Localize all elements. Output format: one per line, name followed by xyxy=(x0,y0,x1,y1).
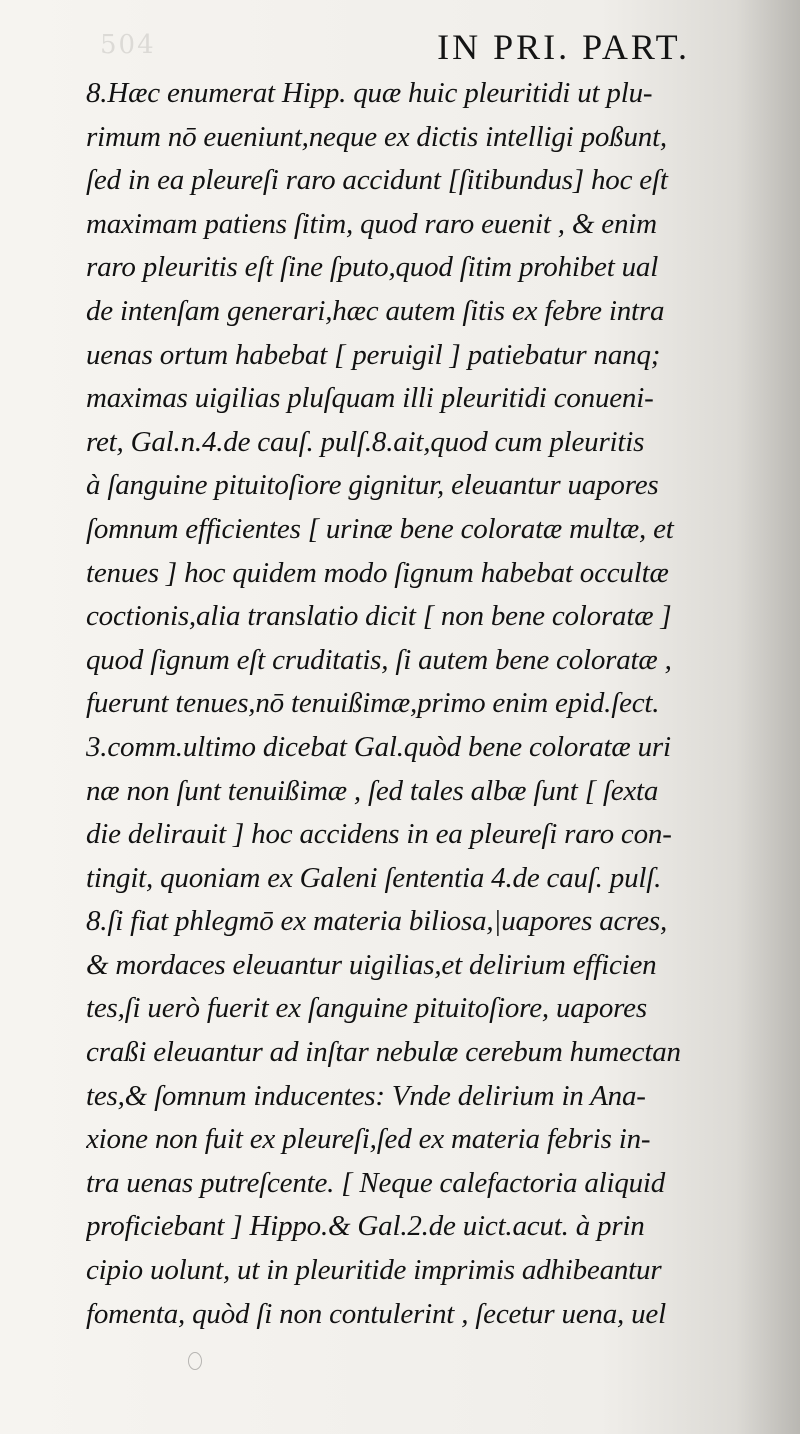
text-line: cipio uolunt, ut in pleuritide imprimis adhibeantur xyxy=(86,1254,662,1287)
text-line: & mordaces eleuantur uigilias,et delirium efficien xyxy=(86,948,657,981)
running-head: IN PRI. PART. xyxy=(437,27,690,67)
text-line: maximam patiens ſitim, quod raro euenit , & enim xyxy=(86,207,657,240)
text-line: tenues ] hoc quidem modo ſignum habebat occultæ xyxy=(86,556,669,589)
text-line: quod ſignum eſt cruditatis, ſi autem bene coloratæ , xyxy=(86,643,672,676)
text-line: proficiebant ] Hippo.& Gal.2.de uict.acut. à prin xyxy=(86,1210,645,1243)
text-line: tingit, quoniam ex Galeni ſententia 4.de cauſ. pulſ. xyxy=(86,861,662,894)
text-line: craßi eleuantur ad inſtar nebulæ cerebum humectan xyxy=(86,1036,681,1069)
text-line: 3.comm.ultimo dicebat Gal.quòd bene coloratæ uri xyxy=(86,730,671,763)
text-line: à ſanguine pituitoſiore gignitur, eleuantur uapores xyxy=(86,469,659,502)
text-line: ſomnum efficientes [ urinæ bene coloratæ multæ, et xyxy=(86,512,674,545)
text-line: tes,& ſomnum inducentes: Vnde delirium in Ana- xyxy=(86,1079,646,1112)
text-line: uenas ortum habebat [ peruigil ] patiebatur nanq; xyxy=(86,338,661,371)
show-through-page-number: 504 xyxy=(100,30,156,60)
text-line: fomenta, quòd ſi non contulerint , ſecetur uena, uel xyxy=(86,1297,666,1330)
paper-speck xyxy=(188,1352,202,1370)
text-line: maximas uigilias pluſquam illi pleuritidi conueni- xyxy=(86,382,654,415)
text-line: tes,ſi uerò fuerit ex ſanguine pituitoſiore, uapores xyxy=(86,992,647,1025)
text-line: raro pleuritis eſt ſine ſputo,quod ſitim prohibet ual xyxy=(86,251,659,284)
text-line: ſed in ea pleureſi raro accidunt [ſitibundus] hoc eſt xyxy=(86,164,668,197)
text-line: die delirauit ] hoc accidens in ea pleureſi raro con- xyxy=(86,818,672,851)
text-line: ret, Gal.n.4.de cauſ. pulſ.8.ait,quod cum pleuritis xyxy=(86,425,645,458)
text-line: rimum nō eueniunt,neque ex dictis intelligi poßunt, xyxy=(86,120,667,153)
text-line: xione non fuit ex pleureſi,ſed ex materia febris in- xyxy=(86,1123,651,1156)
text-line: coctionis,alia translatio dicit [ non bene coloratæ ] xyxy=(86,600,672,633)
text-line: 8.ſi fiat phlegmō ex materia biliosa,|uapores acres, xyxy=(86,905,667,938)
body-text xyxy=(86,72,776,1336)
text-line: de intenſam generari,hæc autem ſitis ex febre intra xyxy=(86,294,665,327)
text-line: næ non ſunt tenuißimæ , ſed tales albæ ſunt [ ſexta xyxy=(86,774,659,807)
text-line: tra uenas putreſcente. [ Neque calefactoria aliquid xyxy=(86,1166,666,1199)
text-line: fuerunt tenues,nō tenuißimæ,primo enim epid.ſect. xyxy=(86,687,660,720)
text-line: 8.Hæc enumerat Hipp. quæ huic pleuritidi ut plu- xyxy=(86,77,653,109)
